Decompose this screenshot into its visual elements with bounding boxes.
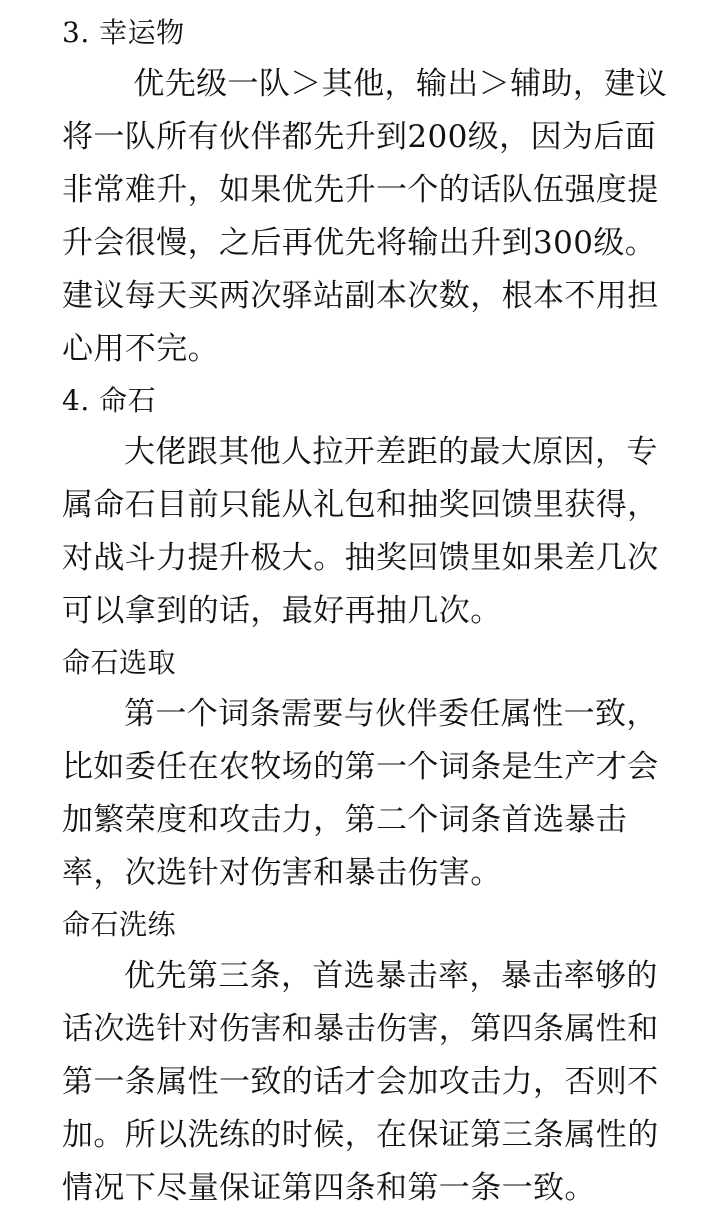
section-heading-fate-stone: 4. 命石 [62, 384, 157, 417]
section-heading-fate-stone-selection: 命石选取 [62, 646, 177, 679]
section-heading-fate-stone-refining: 命石洗练 [62, 908, 177, 941]
paragraph-fate-stone-selection: 第一个词条需要与伙伴委任属性一致，比如委任在农牧场的第一个词条是生产才会加繁荣度和攻击力，第二个词条首选暴击率，次选针对伤害和暴击伤害。 [62, 696, 659, 891]
paragraph-lucky-items: 优先级一队＞其他，输出＞辅助，建议将一队所有伙伴都先升到200级，因为后面非常难升，如果优先升一个的话队伍强度提升会很慢，之后再优先将输出升到300级。建议每天买两次驿站副本次数，根本不用担心用不完。 [62, 66, 668, 367]
section-heading-lucky-items: 3. 幸运物 [62, 16, 185, 49]
document-body [62, 8, 672, 1215]
paragraph-fate-stone-refining: 优先第三条，首选暴击率，暴击率够的话次选针对伤害和暴击伤害，第四条属性和第一条属性一致的话才会加攻击力，否则不加。所以洗练的时候，在保证第三条属性的情况下尽量保证第四条和第一条一致。 [62, 958, 659, 1206]
paragraph-fate-stone: 大佬跟其他人拉开差距的最大原因，专属命石目前只能从礼包和抽奖回馈里获得，对战斗力提升极大。抽奖回馈里如果差几次可以拿到的话，最好再抽几次。 [62, 434, 659, 629]
